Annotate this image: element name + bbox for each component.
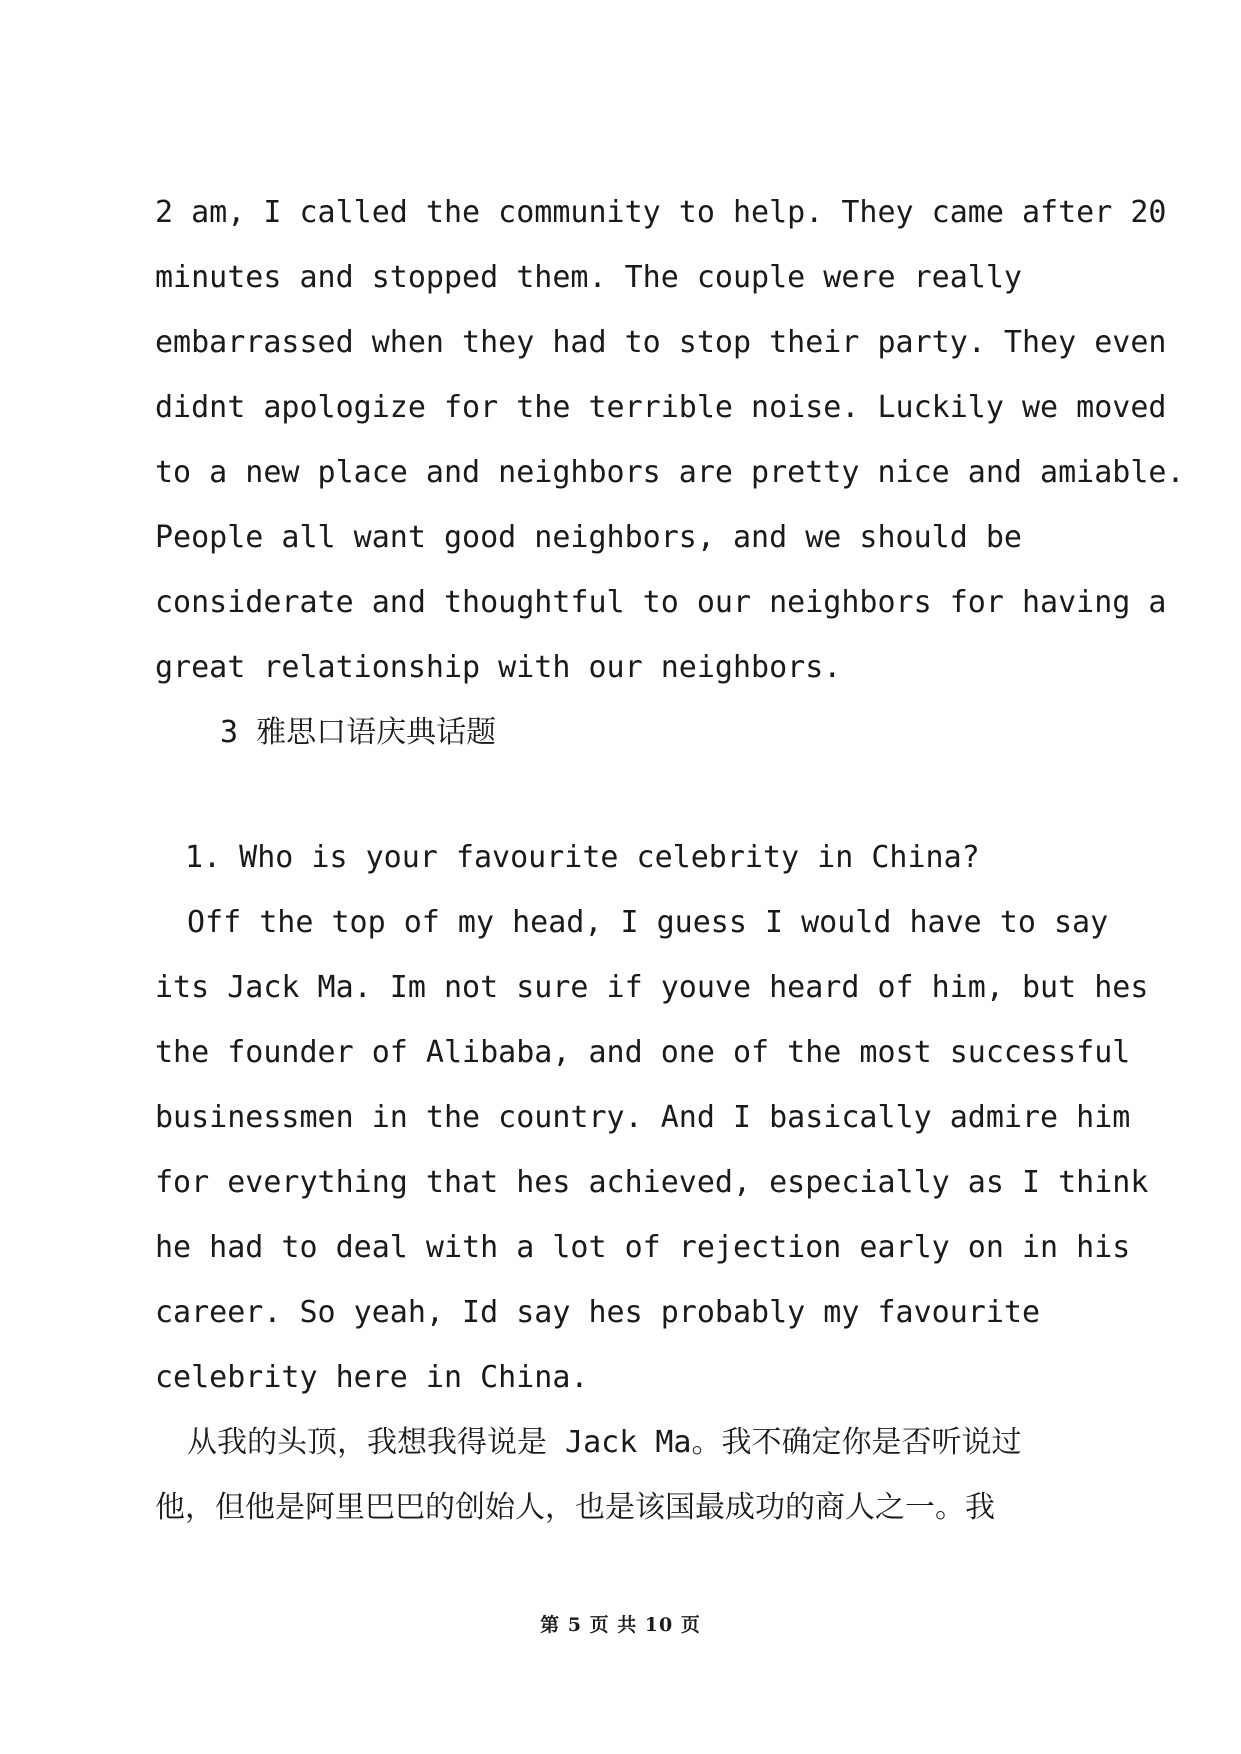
- page-number-label: 第 5 页 共 10 页: [540, 1614, 701, 1636]
- text-line: businessmen in the country. And I basically admire him: [155, 1100, 1131, 1135]
- text-line: Off the top of my head, I guess I would have to say: [187, 905, 1109, 940]
- paragraph-neighbors: [155, 180, 1185, 700]
- text-line: 从我的头顶，我想我得说是 Jack Ma。我不确定你是否听说过: [187, 1425, 1022, 1460]
- text-line: didnt apologize for the terrible noise. Luckily we moved: [155, 390, 1167, 425]
- text-line: to a new place and neighbors are pretty nice and amiable.: [155, 455, 1185, 490]
- translation-paragraph: [155, 1410, 1115, 1540]
- question-line: [185, 825, 1145, 890]
- section-heading: [220, 700, 1180, 765]
- text-line: celebrity here in China.: [155, 1360, 589, 1395]
- text-line: great relationship with our neighbors.: [155, 650, 842, 685]
- text-line: he had to deal with a lot of rejection early on in his: [155, 1230, 1131, 1265]
- page-footer: [0, 1610, 1241, 1637]
- text-line: minutes and stopped them. The couple were really: [155, 260, 1022, 295]
- text-line: for everything that hes achieved, especially as I think: [155, 1165, 1149, 1200]
- question-text: 1. Who is your favourite celebrity in China?: [185, 840, 980, 875]
- text-line: embarrassed when they had to stop their party. They even: [155, 325, 1167, 360]
- section-heading-text: 3 雅思口语庆典话题: [220, 715, 497, 750]
- text-line: the founder of Alibaba, and one of the most successful: [155, 1035, 1131, 1070]
- text-line: its Jack Ma. Im not sure if youve heard of him, but hes: [155, 970, 1149, 1005]
- text-line: 2 am, I called the community to help. They came after 20: [155, 195, 1167, 230]
- text-line: People all want good neighbors, and we should be: [155, 520, 1022, 555]
- text-line: 他，但他是阿里巴巴的创始人，也是该国最成功的商人之一。我: [155, 1490, 995, 1525]
- answer-paragraph: [155, 890, 1149, 1410]
- text-line: career. So yeah, Id say hes probably my favourite: [155, 1295, 1041, 1330]
- text-line: considerate and thoughtful to our neighbors for having a: [155, 585, 1167, 620]
